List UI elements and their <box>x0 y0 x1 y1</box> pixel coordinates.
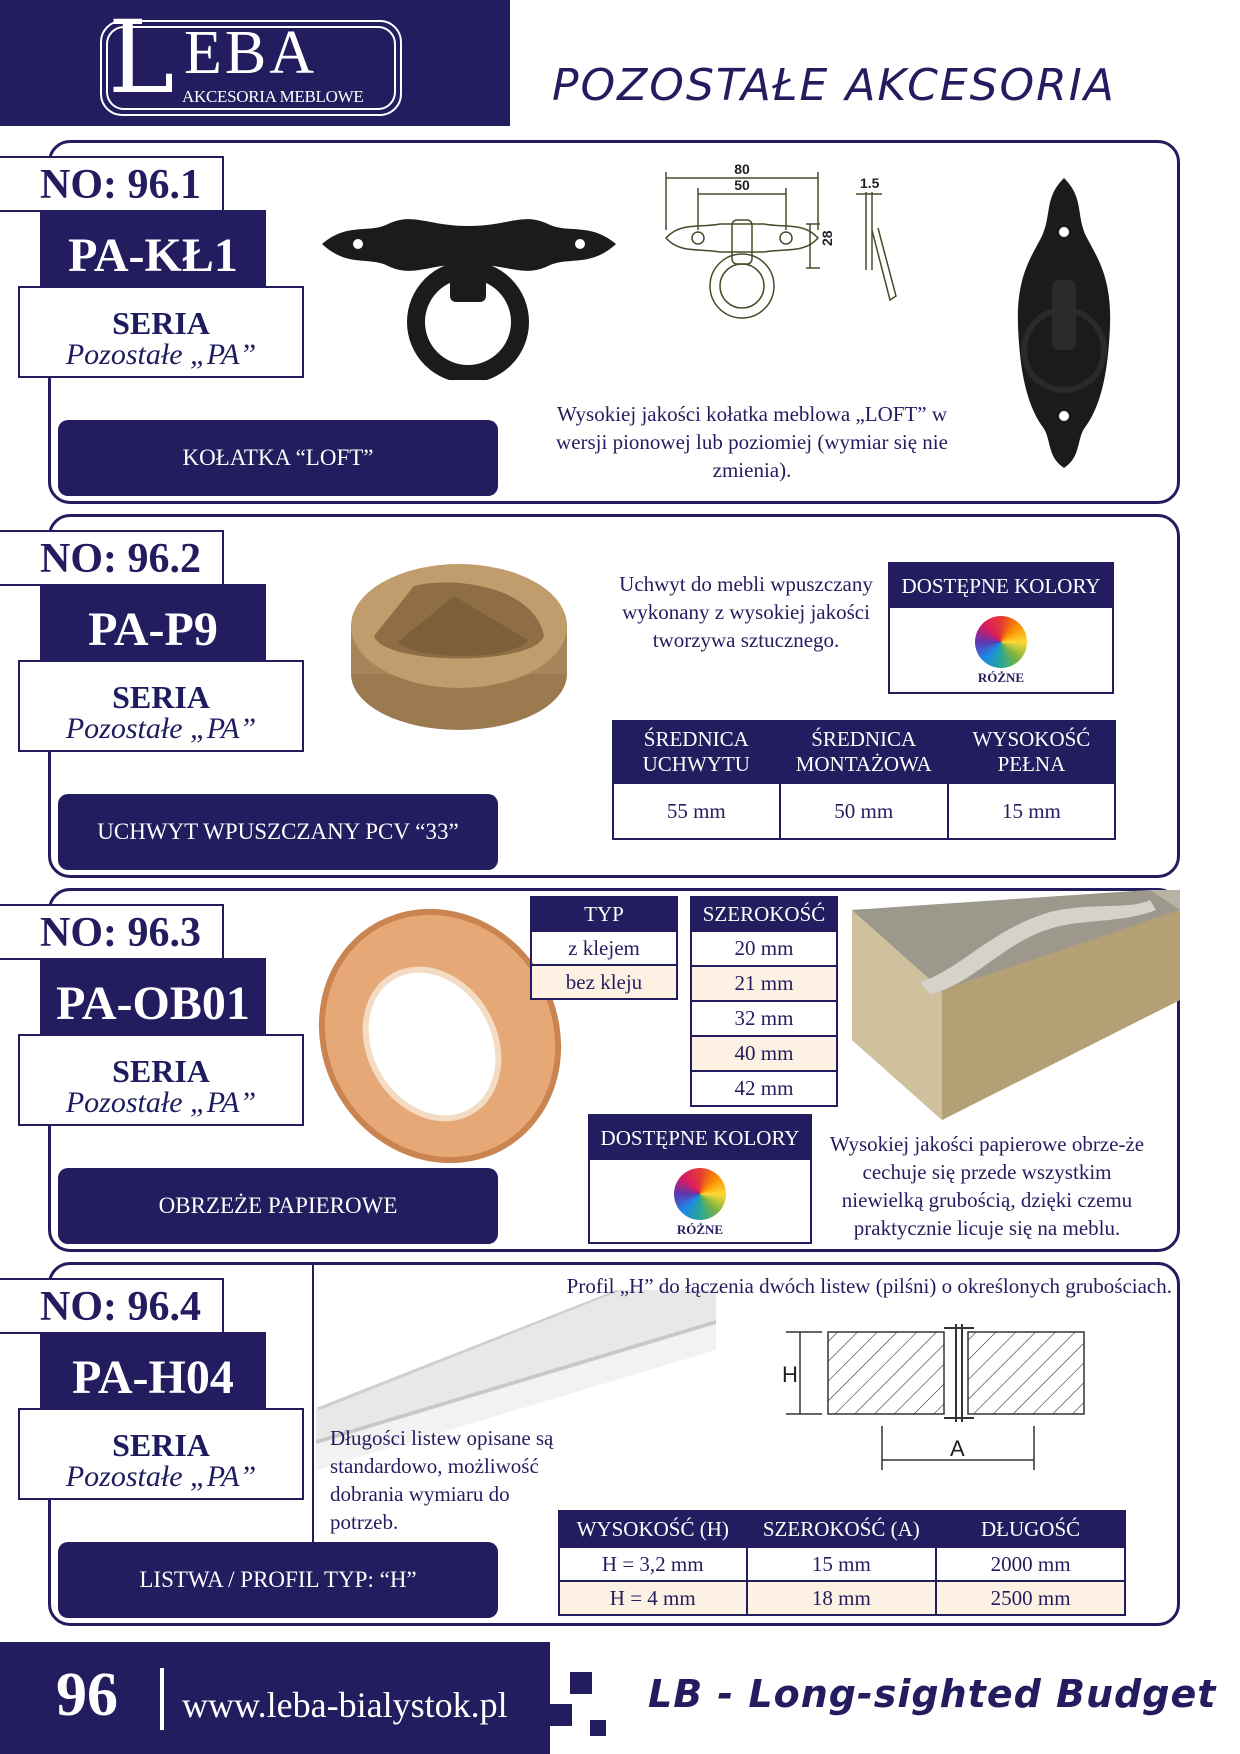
series-title: SERIA <box>112 1053 210 1089</box>
product-name: KOŁATKA “LOFT” <box>58 420 498 496</box>
product-description: Wysokiej jakości kołatka meblowa „LOFT” w wersji pionowej lub poziomiej (wymiar się nie zmienia). <box>556 402 948 482</box>
knocker-horizontal-image <box>318 212 620 380</box>
table-cell: 21 mm <box>691 966 837 1001</box>
type-table <box>530 896 678 1000</box>
table-header: ŚREDNICA UCHWYTU <box>613 721 780 783</box>
dim-thickness: 1.5 <box>860 175 880 191</box>
knocker-vertical-image <box>1014 176 1114 470</box>
table-cell: 50 mm <box>780 783 948 839</box>
table-cell: 2000 mm <box>936 1547 1125 1581</box>
table-header: TYP <box>531 897 677 931</box>
table-cell: 32 mm <box>691 1001 837 1036</box>
logo-letter: L <box>108 0 175 116</box>
available-colors-label: DOSTĘPNE KOLORY <box>590 1116 810 1160</box>
item-number: NO: 96.2 <box>0 530 224 586</box>
item-number: NO: 96.4 <box>0 1278 224 1334</box>
table-cell: H = 4 mm <box>559 1581 747 1615</box>
table-cell: 40 mm <box>691 1036 837 1071</box>
table-header: DŁUGOŚĆ <box>936 1511 1125 1547</box>
item-code: PA-OB01 <box>40 958 266 1050</box>
decor-square <box>466 46 488 68</box>
item-number: NO: 96.3 <box>0 904 224 960</box>
table-header: SZEROKOŚĆ (A) <box>747 1511 937 1547</box>
series-box <box>18 660 304 752</box>
table-cell: 15 mm <box>747 1547 937 1581</box>
dim-h-label: H <box>782 1362 798 1387</box>
h-profile-diagram <box>770 1320 1100 1482</box>
table-header: WYSOKOŚĆ PEŁNA <box>948 721 1115 783</box>
dim-a-label: A <box>950 1436 965 1461</box>
series-title: SERIA <box>112 679 210 715</box>
item-code: PA-KŁ1 <box>40 210 266 302</box>
product-description: Wysokiej jakości papierowe obrze-że cechuje się przede wszystkim niewielką grubością, dzięki czemu praktycznie licuje się na meblu. <box>829 1132 1145 1240</box>
colors-value: RÓŻNE <box>676 1222 724 1237</box>
available-colors-box <box>888 562 1114 694</box>
table-header: SZEROKOŚĆ <box>691 897 837 931</box>
item-number: NO: 96.1 <box>0 156 224 212</box>
series-box <box>18 1408 304 1500</box>
table-cell: H = 3,2 mm <box>559 1547 747 1581</box>
table-cell: 15 mm <box>948 783 1115 839</box>
table-header: WYSOKOŚĆ (H) <box>559 1511 747 1547</box>
edge-banding-board-image <box>850 890 1182 1120</box>
dim-total: 80 <box>734 161 750 177</box>
dim-height: 28 <box>819 230 835 246</box>
series-subtitle: Pozostałe „PA” <box>65 338 257 371</box>
divider <box>312 1264 314 1554</box>
dimensions-table <box>558 1510 1126 1616</box>
page-title: POZOSTAŁE AKCESORIA <box>552 60 1116 111</box>
product-description-side: Długości listew opisane są standardowo, możliwość dobrania wymiaru do potrzeb. <box>330 1426 554 1534</box>
dimensions-table <box>612 720 1116 840</box>
decor-square <box>570 1672 592 1694</box>
product-name: UCHWYT WPUSZCZANY PCV “33” <box>58 794 498 870</box>
product-name: LISTWA / PROFIL TYP: “H” <box>58 1542 498 1618</box>
decor-square <box>550 1704 572 1726</box>
series-subtitle: Pozostałe „PA” <box>65 1086 257 1119</box>
item-code: PA-P9 <box>40 584 266 676</box>
product-description: Uchwyt do mebli wpuszczany wykonany z wysokiej jakości tworzywa sztucznego. <box>619 572 873 652</box>
color-wheel-icon <box>975 616 1027 668</box>
width-table <box>690 896 838 1107</box>
slogan: LB - Long-sighted Budget <box>648 1672 1217 1716</box>
table-cell: bez kleju <box>531 965 677 999</box>
series-title: SERIA <box>112 305 210 341</box>
product-description-top: Profil „H” do łączenia dwóch listew (pilśni) o określonych grubościach. <box>566 1274 1172 1298</box>
logo-text: EBA <box>184 19 317 87</box>
available-colors-box <box>588 1114 812 1244</box>
page-number: 96 <box>56 1661 118 1729</box>
table-header: ŚREDNICA MONTAŻOWA <box>780 721 948 783</box>
knocker-technical-drawing <box>660 160 1020 330</box>
item-code: PA-H04 <box>40 1332 266 1424</box>
decor-square <box>476 78 490 92</box>
dim-spacing: 50 <box>734 177 750 193</box>
table-cell: 18 mm <box>747 1581 937 1615</box>
series-box <box>18 286 304 378</box>
logo-subtitle: AKCESORIA MEBLOWE <box>182 87 364 106</box>
table-cell: 55 mm <box>613 783 780 839</box>
series-subtitle: Pozostałe „PA” <box>65 1460 257 1493</box>
series-subtitle: Pozostałe „PA” <box>65 712 257 745</box>
table-cell: 2500 mm <box>936 1581 1125 1615</box>
series-box <box>18 1034 304 1126</box>
product-name: OBRZEŻE PAPIEROWE <box>58 1168 498 1244</box>
color-wheel-icon <box>674 1168 726 1220</box>
table-cell: 42 mm <box>691 1071 837 1106</box>
table-cell: z klejem <box>531 931 677 965</box>
recessed-handle-image <box>344 556 574 736</box>
colors-value: RÓŻNE <box>977 670 1025 685</box>
website-link[interactable]: www.leba-bialystok.pl <box>182 1685 508 1725</box>
series-title: SERIA <box>112 1427 210 1463</box>
available-colors-label: DOSTĘPNE KOLORY <box>890 564 1112 608</box>
decor-square <box>590 1720 606 1736</box>
footer-separator <box>160 1668 164 1730</box>
table-cell: 20 mm <box>691 931 837 966</box>
